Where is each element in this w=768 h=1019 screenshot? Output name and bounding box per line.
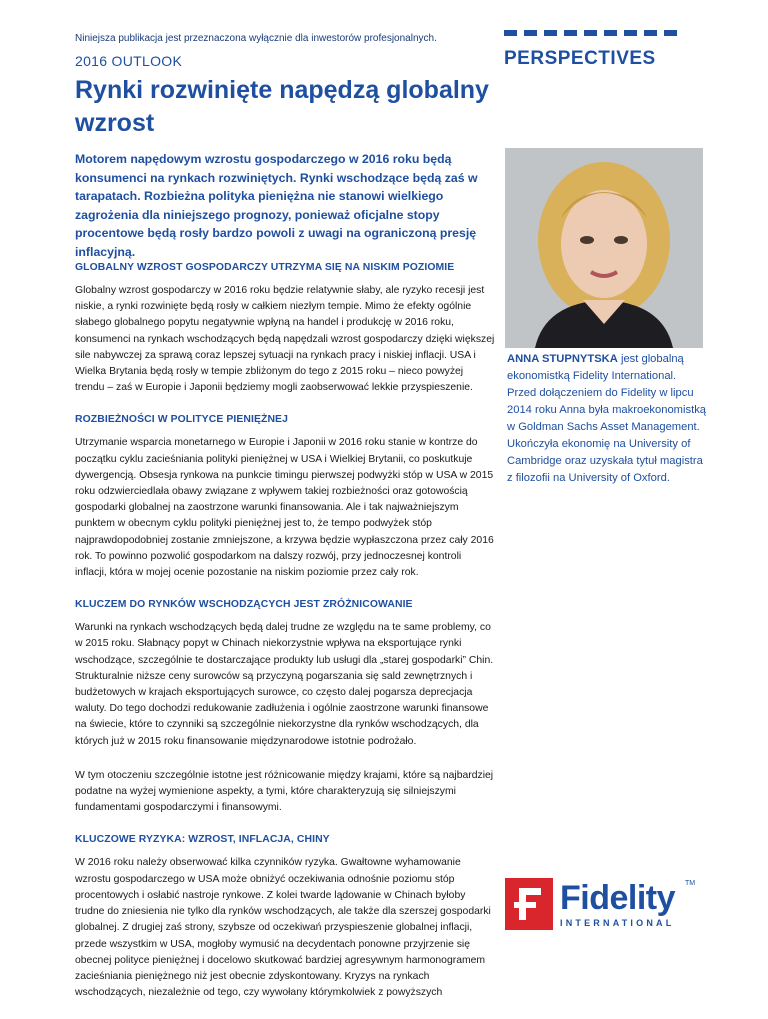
article-body bbox=[75, 262, 495, 1019]
kicker: 2016 OUTLOOK bbox=[75, 53, 183, 69]
fidelity-logo bbox=[505, 878, 675, 930]
author-bio: jest globalną ekonomistką Fidelity International. Przed dołączeniem do Fidelity w lipcu 2014 roku Anna była makroekonomistką w Goldman Sachs Asset Management. Ukończyła ekonomię na University of Cambridge oraz uzyskała tytuł magistra z filozofii na University of Oxford. bbox=[507, 353, 707, 484]
logo-subtitle: INTERNATIONAL bbox=[560, 917, 675, 928]
section-paragraph: W tym otoczeniu szczególnie istotne jest różnicowanie między krajami, które są najbardziej podatne na wyżej wymienione aspekty, a tymi, które charakteryzują się silniejszymi fundamentami gospodarczymi i finansowymi. bbox=[75, 769, 494, 814]
logo-wordmark: Fidelity bbox=[560, 878, 676, 917]
author-name: ANNA STUPNYTSKA bbox=[507, 353, 618, 365]
fidelity-logo-mark-icon bbox=[505, 878, 553, 930]
section-heading: GLOBALNY WZROST GOSPODARCZY UTRZYMA SIĘ NA NISKIM POZIOMIE bbox=[75, 262, 455, 273]
page-title: Rynki rozwinięte napędzą globalny wzrost bbox=[75, 76, 489, 137]
section-heading: ROZBIEŻNOŚCI W POLITYCE PIENIĘŻNEJ bbox=[75, 414, 288, 426]
section-paragraph: Globalny wzrost gospodarczy w 2016 roku będzie relatywnie słaby, ale ryzyko recesji jest niskie, a rynki rozwinięte będą rosły w całkiem niezłym tempie. Mimo że efekty ogólnie słabego globalnego popytu negatywnie wpłyną na handel i produkcję w 2016 roku, konsumenci na rynkach wschodzących będą napędzali wzrost gospodarczy dzięki większej sile nabywczej za sprawą coraz lepszej sytuacji na rynkach pracy i niskiej inflacji. USA i Wielka Brytania będą rosły w tempie zbliżonym do tego z 2015 roku – nieco powyżej trendu – zaś w Europie i Japonii będziemy mogli zaobserwować lekkie przyspieszenie. bbox=[75, 285, 495, 394]
disclaimer: Niniejsza publikacja jest przeznaczona wyłącznie dla inwestorów profesjonalnych. bbox=[75, 33, 437, 44]
author-portrait bbox=[505, 148, 703, 348]
section-heading: KLUCZEM DO RYNKÓW WSCHODZĄCYCH JEST ZRÓŻNICOWANIE bbox=[75, 599, 413, 611]
lead-paragraph: Motorem napędowym wzrostu gospodarczego w 2016 roku będą konsumenci na rynkach rozwiniętych. Rynki wschodzące będą zaś w tarapatach. Rozbieżna polityka pieniężna nie stanowi wielkiego zagrożenia dla niniejszego prognozy, ponieważ oficjalne stopy procentowe będą rosły bardzo powoli z uwagi na ograniczoną presję inflacyjną. bbox=[75, 152, 478, 259]
section-heading: KLUCZOWE RYZYKA: WZROST, INFLACJA, CHINY bbox=[75, 834, 330, 846]
trademark: TM bbox=[685, 880, 696, 887]
section-paragraph: Utrzymanie wsparcia monetarnego w Europie i Japonii w 2016 roku stanie w kontrze do początku cyklu zacieśniania polityki pieniężnej w USA i Wielkiej Brytanii, co poskutkuje dywergencją. Obsesja rynkowa na punkcie timingu pierwszej podwyżki stóp w USA w 2015 roku odzwierciedlała obawy związane z wpływem takiej rozbieżności oraz gotowością gospodarki globalnej na zaostrzone warunki finansowania. Ale i tak najważniejszym punktem w obecnym cyklu polityki pieniężnej jest to, że tempo podwyżek stóp najprawdopodobniej zostanie zmniejszone, a krzywa będzie wypłaszczona przez cały 2016 rok. To powinno pozwolić gospodarkom na dalszy rozwój, przy jednoczesnej kontroli inflacji, która w mojej ocenie pozostanie na niskim poziomie przez cały rok. bbox=[75, 437, 494, 579]
section-paragraph: W 2016 roku należy obserwować kilka czynników ryzyka. Gwałtowne wyhamowanie wzrostu gospodarczego w USA może obniżyć oczekiwania odnośnie poziomu stóp procentowych i osłabić nastroje rynkowe. Z kolei twarde lądowanie w Chinach byłoby trudne do zniesienia nie tylko dla rynków wschodzących, ale także dla szerszej gospodarki globalnej. Z drugiej zaś strony, szybsze od oczekiwań przyspieszenie globalnej inflacji, przede wszystkim w USA, mogłoby wymusić na decydentach ponowne przyjrzenie się obecnej polityce pieniężnej i docelowo skutkować bardziej agresywnym harmonogramem zacieśniania pieniężnego niż jest obecnie zdyskontowany. Kryzys na rynkach wschodzących, niezależnie od tego, czy wywołany którymkolwiek z powyższych bbox=[75, 857, 491, 999]
brand-dashes bbox=[504, 30, 677, 36]
brand-title: PERSPECTIVES bbox=[504, 48, 656, 69]
author-caption bbox=[507, 351, 707, 487]
section-paragraph: Warunki na rynkach wschodzących będą dalej trudne ze względu na te same problemy, co w 2015 roku. Słabnący popyt w Chinach niekorzystnie wpływa na eksportujące rynki wschodzące, szczególnie te dostarczające produkty lub usługi dla „starej gospodarki” Chin. Strukturalnie niższe ceny surowców są przyczyną pogarszania się sald zewnętrznych i budżetowych w krajach eksportujących surowce, co często dalej pogarsza deprecjacja waluty. Do tego dochodzi redukowanie zadłużenia i ogólnie zaostrzone warunki finansowe na świecie, które to czynniki są szczególnie niekorzystne dla rynków wschodzących, dla których już w 2015 roku finansowanie międzynarodowe istotnie podrożało. bbox=[75, 622, 494, 747]
